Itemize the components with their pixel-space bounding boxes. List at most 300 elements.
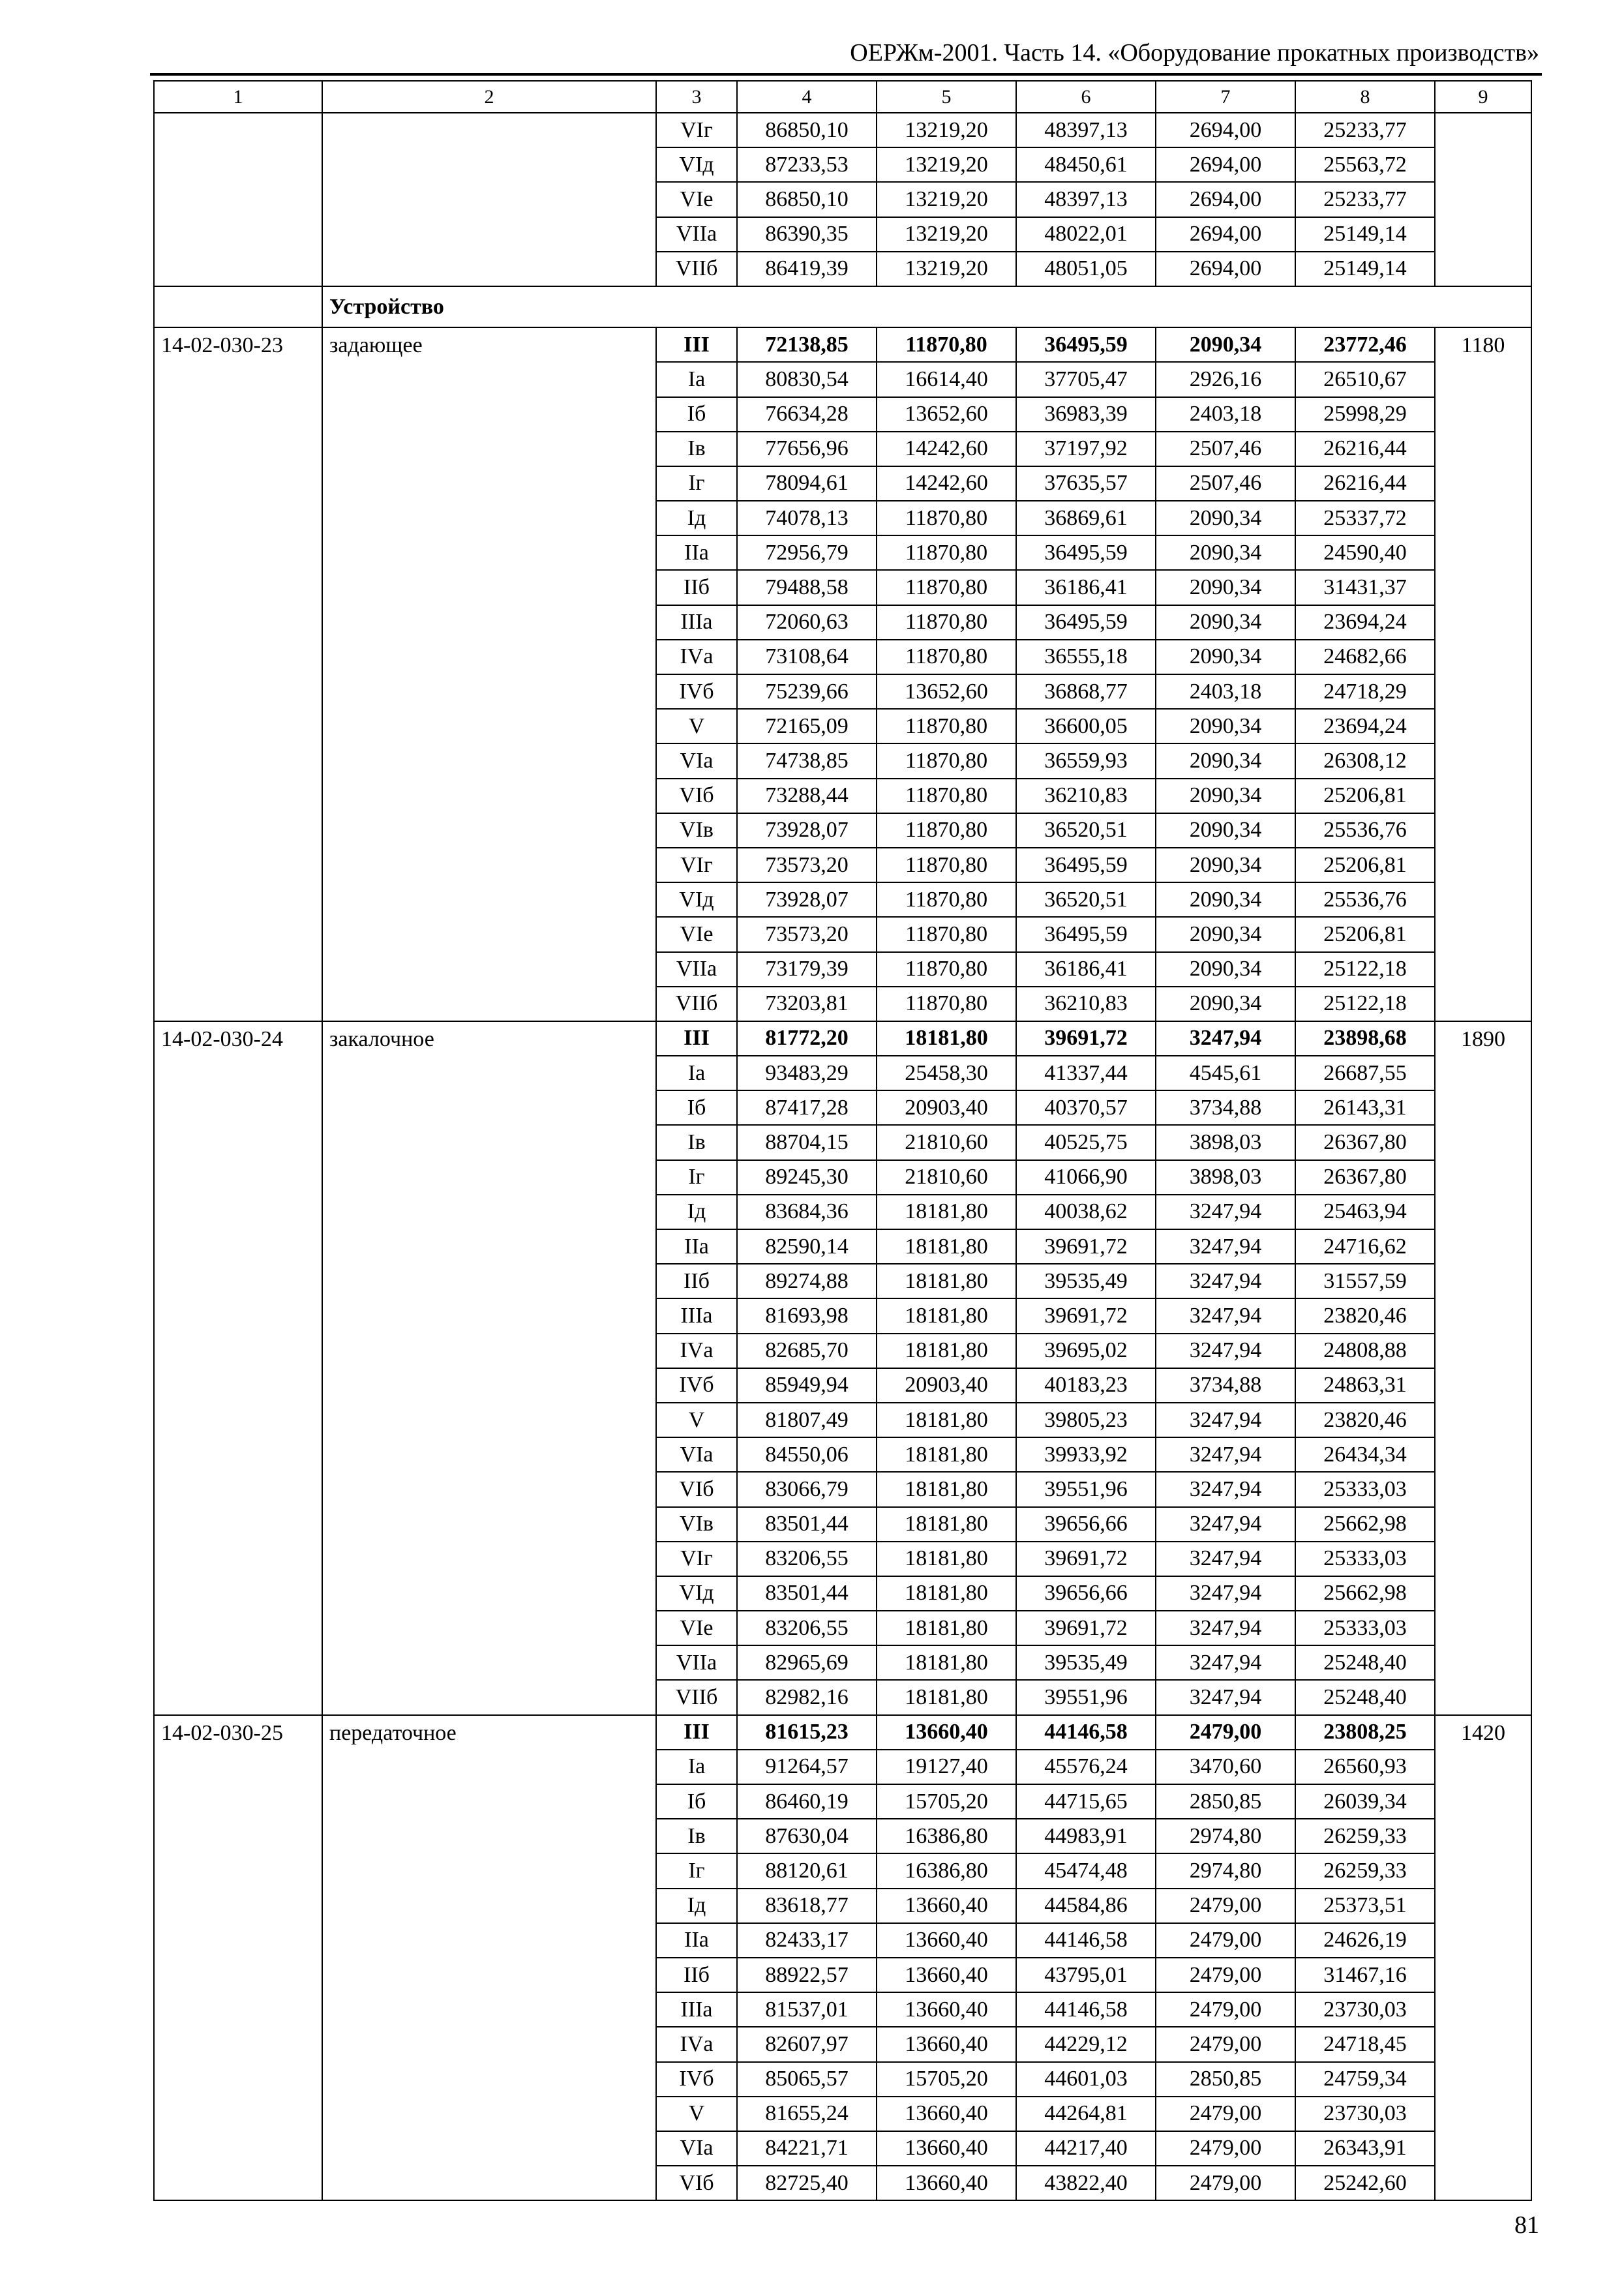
value-cell: 26216,44	[1295, 432, 1435, 466]
value-cell: 18181,80	[877, 1403, 1016, 1437]
value-cell: 36869,61	[1016, 501, 1156, 535]
value-cell: 3898,03	[1156, 1125, 1295, 1159]
value-cell: 39933,92	[1016, 1437, 1156, 1472]
value-cell: 3470,60	[1156, 1750, 1295, 1784]
class-cell: Iа	[656, 1056, 737, 1090]
item-name: передаточное	[322, 1715, 656, 2201]
value-cell: 3247,94	[1156, 1298, 1295, 1333]
value-cell: 11870,80	[877, 570, 1016, 605]
value-cell: 36210,83	[1016, 987, 1156, 1021]
value-cell: 81807,49	[737, 1403, 877, 1437]
value-cell: 16614,40	[877, 362, 1016, 396]
value-cell: 2694,00	[1156, 252, 1295, 286]
value-cell: 3247,94	[1156, 1403, 1295, 1437]
value-cell: 39656,66	[1016, 1507, 1156, 1542]
value-cell: 81693,98	[737, 1298, 877, 1333]
item-code: 14-02-030-25	[154, 1715, 322, 2201]
column-header: 8	[1295, 81, 1435, 113]
class-cell: VIа	[656, 743, 737, 778]
value-cell: 15705,20	[877, 1784, 1016, 1819]
value-cell: 36555,18	[1016, 640, 1156, 674]
value-cell: 36495,59	[1016, 327, 1156, 362]
value-cell: 44715,65	[1016, 1784, 1156, 1819]
value-cell: 25662,98	[1295, 1576, 1435, 1611]
value-cell: 23898,68	[1295, 1021, 1435, 1056]
value-cell: 48450,61	[1016, 147, 1156, 182]
table-row	[154, 1715, 1531, 1750]
class-cell: Iв	[656, 432, 737, 466]
value-cell: 25149,14	[1295, 217, 1435, 252]
value-cell: 2694,00	[1156, 147, 1295, 182]
table-row	[154, 113, 1531, 147]
value-cell: 2090,34	[1156, 779, 1295, 813]
value-cell: 88704,15	[737, 1125, 877, 1159]
value-cell: 41066,90	[1016, 1160, 1156, 1195]
value-cell: 13652,60	[877, 674, 1016, 709]
class-cell: IIа	[656, 1229, 737, 1264]
class-cell: VIа	[656, 2131, 737, 2166]
value-cell: 2090,34	[1156, 501, 1295, 535]
value-cell: 76634,28	[737, 397, 877, 432]
class-cell: Iг	[656, 466, 737, 501]
value-cell: 74738,85	[737, 743, 877, 778]
value-cell: 2090,34	[1156, 570, 1295, 605]
column-header: 1	[154, 81, 322, 113]
value-cell: 21810,60	[877, 1160, 1016, 1195]
section-heading-row	[154, 286, 1531, 327]
value-cell: 44146,58	[1016, 1715, 1156, 1750]
class-cell: Iг	[656, 1853, 737, 1888]
value-cell: 44217,40	[1016, 2131, 1156, 2166]
class-cell: Iа	[656, 362, 737, 396]
value-cell: 25563,72	[1295, 147, 1435, 182]
value-cell: 20903,40	[877, 1090, 1016, 1125]
value-cell: 39535,49	[1016, 1645, 1156, 1680]
value-cell: 72165,09	[737, 709, 877, 743]
value-cell: 82982,16	[737, 1680, 877, 1714]
class-cell: IVа	[656, 2027, 737, 2061]
value-cell: 39656,66	[1016, 1576, 1156, 1611]
value-cell: 2479,00	[1156, 1889, 1295, 1923]
class-cell: VIIб	[656, 1680, 737, 1714]
value-cell: 86850,10	[737, 182, 877, 217]
value-cell: 45576,24	[1016, 1750, 1156, 1784]
class-cell: VIд	[656, 147, 737, 182]
section-heading: Устройство	[322, 286, 1531, 327]
class-cell: VIг	[656, 113, 737, 147]
value-cell: 24626,19	[1295, 1923, 1435, 1958]
value-cell: 13660,40	[877, 2097, 1016, 2131]
value-cell: 93483,29	[737, 1056, 877, 1090]
value-cell: 25333,03	[1295, 1542, 1435, 1576]
class-cell: VIIб	[656, 987, 737, 1021]
value-cell: 39695,02	[1016, 1334, 1156, 1368]
value-cell: 26367,80	[1295, 1125, 1435, 1159]
value-cell: 26143,31	[1295, 1090, 1435, 1125]
value-cell: 2479,00	[1156, 1992, 1295, 2027]
class-cell: Iд	[656, 1889, 737, 1923]
value-cell: 2090,34	[1156, 327, 1295, 362]
value-cell: 25206,81	[1295, 779, 1435, 813]
value-cell: 23694,24	[1295, 605, 1435, 640]
value-cell: 39691,72	[1016, 1021, 1156, 1056]
value-cell: 13660,40	[877, 1889, 1016, 1923]
class-cell: VIIб	[656, 252, 737, 286]
class-cell: VIа	[656, 1437, 737, 1472]
value-cell: 26560,93	[1295, 1750, 1435, 1784]
value-cell: 48051,05	[1016, 252, 1156, 286]
value-cell: 18181,80	[877, 1021, 1016, 1056]
value-cell: 23808,25	[1295, 1715, 1435, 1750]
value-cell: 82725,40	[737, 2166, 877, 2200]
value-cell: 81655,24	[737, 2097, 877, 2131]
value-cell: 73573,20	[737, 848, 877, 882]
value-cell: 25122,18	[1295, 952, 1435, 987]
value-cell: 36495,59	[1016, 605, 1156, 640]
value-cell: 11870,80	[877, 779, 1016, 813]
class-cell: VIIа	[656, 1645, 737, 1680]
value-cell: 88922,57	[737, 1958, 877, 1992]
class-cell: IIа	[656, 1923, 737, 1958]
column-header: 5	[877, 81, 1016, 113]
class-cell: VIе	[656, 1611, 737, 1645]
code-cell-empty	[154, 113, 322, 286]
value-cell: 24718,45	[1295, 2027, 1435, 2061]
value-cell: 4545,61	[1156, 1056, 1295, 1090]
value-cell: 82590,14	[737, 1229, 877, 1264]
value-cell: 18181,80	[877, 1611, 1016, 1645]
value-cell: 25206,81	[1295, 917, 1435, 951]
value-cell: 73203,81	[737, 987, 877, 1021]
value-cell: 74078,13	[737, 501, 877, 535]
value-cell: 23820,46	[1295, 1403, 1435, 1437]
value-cell: 36495,59	[1016, 535, 1156, 570]
value-cell: 15705,20	[877, 2062, 1016, 2097]
value-cell: 11870,80	[877, 605, 1016, 640]
item-name: закалочное	[322, 1021, 656, 1715]
column-header: 3	[656, 81, 737, 113]
value-cell: 2974,80	[1156, 1853, 1295, 1888]
value-cell: 3247,94	[1156, 1542, 1295, 1576]
value-cell: 3247,94	[1156, 1334, 1295, 1368]
value-cell: 2507,46	[1156, 432, 1295, 466]
value-cell: 43795,01	[1016, 1958, 1156, 1992]
value-cell: 25242,60	[1295, 2166, 1435, 2200]
value-cell: 3247,94	[1156, 1507, 1295, 1542]
value-cell: 36868,77	[1016, 674, 1156, 709]
value-cell: 18181,80	[877, 1542, 1016, 1576]
value-cell: 2090,34	[1156, 848, 1295, 882]
value-cell: 2090,34	[1156, 813, 1295, 848]
value-cell: 11870,80	[877, 535, 1016, 570]
value-cell: 2850,85	[1156, 2062, 1295, 2097]
value-cell: 2090,34	[1156, 605, 1295, 640]
value-cell: 81537,01	[737, 1992, 877, 2027]
value-cell: 72956,79	[737, 535, 877, 570]
value-cell: 24718,29	[1295, 674, 1435, 709]
item-code: 14-02-030-23	[154, 327, 322, 1021]
class-cell: V	[656, 2097, 737, 2131]
class-cell: III	[656, 1021, 737, 1056]
value-cell: 36983,39	[1016, 397, 1156, 432]
value-cell: 40038,62	[1016, 1195, 1156, 1229]
value-cell: 20903,40	[877, 1368, 1016, 1403]
value-cell: 25458,30	[877, 1056, 1016, 1090]
value-cell: 24590,40	[1295, 535, 1435, 570]
value-cell: 83618,77	[737, 1889, 877, 1923]
value-cell: 13652,60	[877, 397, 1016, 432]
class-cell: IIIа	[656, 605, 737, 640]
value-cell: 3734,88	[1156, 1090, 1295, 1125]
value-cell: 25536,76	[1295, 882, 1435, 917]
value-cell: 43822,40	[1016, 2166, 1156, 2200]
value-cell: 26510,67	[1295, 362, 1435, 396]
value-cell: 2507,46	[1156, 466, 1295, 501]
value-cell: 36495,59	[1016, 917, 1156, 951]
value-cell: 89245,30	[737, 1160, 877, 1195]
col9-cell-empty	[1435, 113, 1531, 286]
value-cell: 25463,94	[1295, 1195, 1435, 1229]
class-cell: VIд	[656, 882, 737, 917]
value-cell: 26259,33	[1295, 1853, 1435, 1888]
value-cell: 24863,31	[1295, 1368, 1435, 1403]
value-cell: 18181,80	[877, 1645, 1016, 1680]
class-cell: V	[656, 1403, 737, 1437]
table-row	[154, 1021, 1531, 1056]
column-number-row	[154, 81, 1531, 113]
value-cell: 39535,49	[1016, 1264, 1156, 1298]
value-cell: 11870,80	[877, 987, 1016, 1021]
value-cell: 77656,96	[737, 432, 877, 466]
value-cell: 41337,44	[1016, 1056, 1156, 1090]
value-cell: 2479,00	[1156, 1715, 1295, 1750]
value-cell: 48397,13	[1016, 182, 1156, 217]
class-cell: Iд	[656, 1195, 737, 1229]
value-cell: 86419,39	[737, 252, 877, 286]
value-cell: 25248,40	[1295, 1680, 1435, 1714]
item-name: задающее	[322, 327, 656, 1021]
value-cell: 2090,34	[1156, 743, 1295, 778]
class-cell: IIа	[656, 535, 737, 570]
value-cell: 18181,80	[877, 1576, 1016, 1611]
value-cell: 82685,70	[737, 1334, 877, 1368]
value-cell: 11870,80	[877, 848, 1016, 882]
value-cell: 3247,94	[1156, 1195, 1295, 1229]
value-cell: 83501,44	[737, 1507, 877, 1542]
value-cell: 25206,81	[1295, 848, 1435, 882]
value-cell: 11870,80	[877, 743, 1016, 778]
value-cell: 2090,34	[1156, 535, 1295, 570]
value-cell: 82433,17	[737, 1923, 877, 1958]
value-cell: 13660,40	[877, 1992, 1016, 2027]
value-cell: 37705,47	[1016, 362, 1156, 396]
value-cell: 40370,57	[1016, 1090, 1156, 1125]
value-cell: 81772,20	[737, 1021, 877, 1056]
value-cell: 80830,54	[737, 362, 877, 396]
value-cell: 3247,94	[1156, 1021, 1295, 1056]
value-cell: 26343,91	[1295, 2131, 1435, 2166]
value-cell: 31467,16	[1295, 1958, 1435, 1992]
value-cell: 13219,20	[877, 113, 1016, 147]
value-cell: 73928,07	[737, 813, 877, 848]
value-cell: 39691,72	[1016, 1611, 1156, 1645]
value-cell: 25998,29	[1295, 397, 1435, 432]
value-cell: 40525,75	[1016, 1125, 1156, 1159]
value-cell: 44146,58	[1016, 1923, 1156, 1958]
class-cell: VIIа	[656, 217, 737, 252]
value-cell: 44146,58	[1016, 1992, 1156, 2027]
value-cell: 26216,44	[1295, 466, 1435, 501]
class-cell: IVа	[656, 640, 737, 674]
value-cell: 2403,18	[1156, 674, 1295, 709]
page-number: 81	[1514, 2211, 1539, 2239]
price-table	[153, 80, 1532, 2201]
value-cell: 2479,00	[1156, 2097, 1295, 2131]
value-cell: 3247,94	[1156, 1229, 1295, 1264]
value-cell: 2479,00	[1156, 1923, 1295, 1958]
header-rule	[150, 73, 1542, 76]
value-cell: 18181,80	[877, 1472, 1016, 1506]
value-cell: 2479,00	[1156, 2131, 1295, 2166]
value-cell: 73573,20	[737, 917, 877, 951]
value-cell: 18181,80	[877, 1264, 1016, 1298]
value-cell: 3247,94	[1156, 1645, 1295, 1680]
value-cell: 2090,34	[1156, 882, 1295, 917]
value-cell: 2974,80	[1156, 1819, 1295, 1853]
value-cell: 11870,80	[877, 640, 1016, 674]
value-cell: 26259,33	[1295, 1819, 1435, 1853]
value-cell: 25233,77	[1295, 182, 1435, 217]
value-cell: 87417,28	[737, 1090, 877, 1125]
value-cell: 13219,20	[877, 182, 1016, 217]
value-cell: 23694,24	[1295, 709, 1435, 743]
value-cell: 3247,94	[1156, 1576, 1295, 1611]
value-cell: 13660,40	[877, 2027, 1016, 2061]
document-header-title: ОЕРЖм-2001. Часть 14. «Оборудование прокатных производств»	[850, 39, 1539, 67]
value-cell: 19127,40	[877, 1750, 1016, 1784]
value-cell: 26039,34	[1295, 1784, 1435, 1819]
value-cell: 83206,55	[737, 1611, 877, 1645]
value-cell: 18181,80	[877, 1680, 1016, 1714]
value-cell: 73928,07	[737, 882, 877, 917]
value-cell: 24716,62	[1295, 1229, 1435, 1264]
value-cell: 2850,85	[1156, 1784, 1295, 1819]
value-cell: 73108,64	[737, 640, 877, 674]
class-cell: Iв	[656, 1819, 737, 1853]
value-cell: 2090,34	[1156, 952, 1295, 987]
value-cell: 25536,76	[1295, 813, 1435, 848]
value-cell: 18181,80	[877, 1195, 1016, 1229]
item-col9: 1890	[1435, 1021, 1531, 1715]
value-cell: 40183,23	[1016, 1368, 1156, 1403]
value-cell: 85065,57	[737, 2062, 877, 2097]
value-cell: 86460,19	[737, 1784, 877, 1819]
value-cell: 13660,40	[877, 2166, 1016, 2200]
value-cell: 44229,12	[1016, 2027, 1156, 2061]
value-cell: 85949,94	[737, 1368, 877, 1403]
value-cell: 2694,00	[1156, 113, 1295, 147]
value-cell: 2694,00	[1156, 217, 1295, 252]
value-cell: 72138,85	[737, 327, 877, 362]
class-cell: IIб	[656, 1958, 737, 1992]
value-cell: 11870,80	[877, 327, 1016, 362]
value-cell: 31431,37	[1295, 570, 1435, 605]
value-cell: 14242,60	[877, 432, 1016, 466]
item-col9: 1180	[1435, 327, 1531, 1021]
value-cell: 37635,57	[1016, 466, 1156, 501]
class-cell: Iб	[656, 1784, 737, 1819]
value-cell: 2479,00	[1156, 2166, 1295, 2200]
class-cell: V	[656, 709, 737, 743]
value-cell: 44264,81	[1016, 2097, 1156, 2131]
value-cell: 11870,80	[877, 813, 1016, 848]
value-cell: 16386,80	[877, 1853, 1016, 1888]
value-cell: 18181,80	[877, 1437, 1016, 1472]
value-cell: 83684,36	[737, 1195, 877, 1229]
class-cell: VIб	[656, 2166, 737, 2200]
value-cell: 2090,34	[1156, 709, 1295, 743]
value-cell: 24759,34	[1295, 2062, 1435, 2097]
value-cell: 87233,53	[737, 147, 877, 182]
value-cell: 31557,59	[1295, 1264, 1435, 1298]
value-cell: 48022,01	[1016, 217, 1156, 252]
value-cell: 18181,80	[877, 1507, 1016, 1542]
value-cell: 25233,77	[1295, 113, 1435, 147]
value-cell: 37197,92	[1016, 432, 1156, 466]
value-cell: 86850,10	[737, 113, 877, 147]
section-code-empty	[154, 286, 322, 327]
class-cell: III	[656, 1715, 737, 1750]
value-cell: 75239,66	[737, 674, 877, 709]
value-cell: 2694,00	[1156, 182, 1295, 217]
value-cell: 18181,80	[877, 1229, 1016, 1264]
value-cell: 2090,34	[1156, 640, 1295, 674]
value-cell: 16386,80	[877, 1819, 1016, 1853]
value-cell: 13660,40	[877, 1715, 1016, 1750]
value-cell: 36600,05	[1016, 709, 1156, 743]
value-cell: 14242,60	[877, 466, 1016, 501]
table-row	[154, 327, 1531, 362]
value-cell: 26687,55	[1295, 1056, 1435, 1090]
class-cell: Iб	[656, 397, 737, 432]
column-header: 4	[737, 81, 877, 113]
value-cell: 11870,80	[877, 882, 1016, 917]
value-cell: 86390,35	[737, 217, 877, 252]
value-cell: 36210,83	[1016, 779, 1156, 813]
class-cell: IIб	[656, 1264, 737, 1298]
value-cell: 89274,88	[737, 1264, 877, 1298]
value-cell: 3734,88	[1156, 1368, 1295, 1403]
class-cell: IVб	[656, 1368, 737, 1403]
value-cell: 39551,96	[1016, 1472, 1156, 1506]
class-cell: Iв	[656, 1125, 737, 1159]
value-cell: 13660,40	[877, 1923, 1016, 1958]
value-cell: 39551,96	[1016, 1680, 1156, 1714]
class-cell: VIв	[656, 1507, 737, 1542]
value-cell: 83501,44	[737, 1576, 877, 1611]
value-cell: 23820,46	[1295, 1298, 1435, 1333]
class-cell: VIг	[656, 848, 737, 882]
value-cell: 45474,48	[1016, 1853, 1156, 1888]
value-cell: 13219,20	[877, 252, 1016, 286]
class-cell: VIб	[656, 779, 737, 813]
value-cell: 78094,61	[737, 466, 877, 501]
value-cell: 26434,34	[1295, 1437, 1435, 1472]
class-cell: VIе	[656, 182, 737, 217]
value-cell: 23772,46	[1295, 327, 1435, 362]
column-header: 7	[1156, 81, 1295, 113]
value-cell: 25333,03	[1295, 1472, 1435, 1506]
